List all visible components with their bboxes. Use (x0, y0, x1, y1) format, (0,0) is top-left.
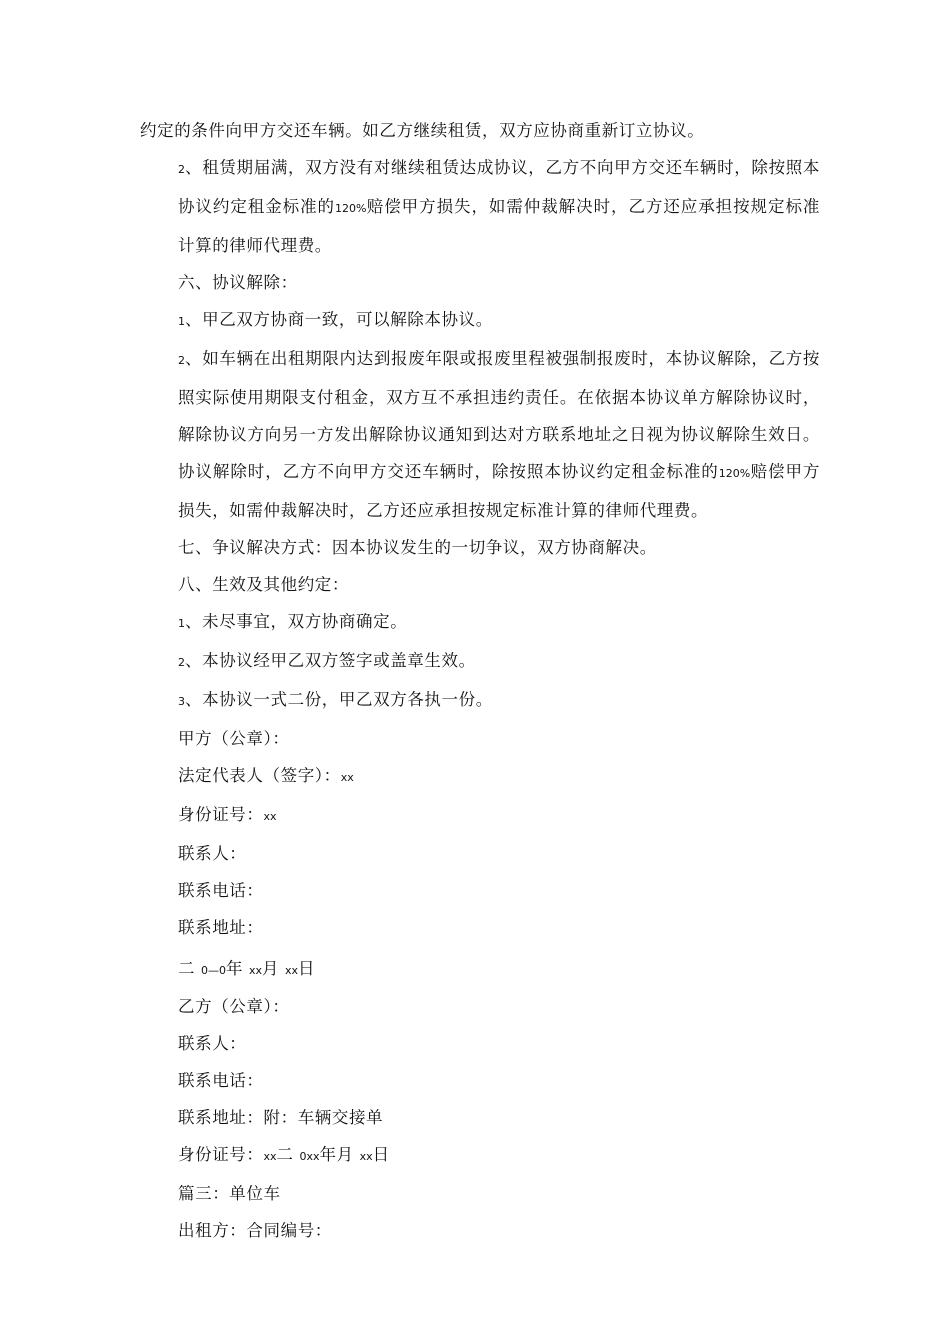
label: 身份证号： (178, 1145, 264, 1164)
party-b-phone (140, 1062, 820, 1099)
party-a-legal-rep (140, 757, 820, 796)
paragraph-signature-effect (140, 642, 820, 681)
party-b-id-and-date (140, 1136, 820, 1175)
text: 日 (372, 1145, 390, 1164)
paragraph-mutual-termination (140, 301, 820, 340)
value: xx (359, 1150, 373, 1163)
party-a-phone (140, 872, 820, 909)
value: xx (248, 964, 262, 977)
text: 日 (297, 959, 316, 978)
value: xx (284, 964, 298, 977)
value: 0xx (299, 1150, 320, 1163)
text: 赔偿甲方损失，如需仲裁解决时，乙方还应承担按规定标准计算的律师代理费。 (178, 462, 820, 520)
clause-number: 1 (178, 315, 185, 328)
text: 二 (178, 959, 196, 978)
text: 月 (261, 959, 280, 978)
value: xx (263, 1150, 277, 1163)
clause-number: 1 (178, 617, 185, 630)
party-b-address (140, 1099, 820, 1136)
value: xx (340, 771, 354, 784)
label: 身份证号： (178, 805, 264, 824)
text: 、甲乙双方协商一致，可以解除本协议。 (185, 310, 493, 329)
label: 联系电话： (178, 1071, 264, 1090)
text: 甲方（公章）： (178, 729, 290, 748)
clause-number: 3 (178, 695, 185, 708)
text: 出租方：合同编号： (178, 1221, 332, 1240)
text: 联系地址：附：车辆交接单 (178, 1108, 384, 1127)
label: 法定代表人（签字）： (178, 766, 341, 785)
text: 、如车辆在出租期限内达到报废年限或报废里程被强制报废时，本协议解除，乙方按照实际使用期限支付租金，双方互不承担违约责任。在依据本协议单方解除协议时，解除协议方向另一方发出解除协议通知到达对方联系地址之日视为协议解除生效日。协议解除时，乙方不向甲方交还车辆时，除按照本协议约定租金标准的 (178, 349, 820, 481)
party-b-seal (140, 989, 820, 1025)
text: 、本协议一式二份，甲乙双方各执一份。 (185, 690, 493, 709)
lessor-contract-number (140, 1212, 820, 1249)
text: 、租赁期届满，双方没有对继续租赁达成协议，乙方不向甲方交还车辆时，除按照本协议约定租金标准的 (178, 158, 820, 216)
text: 七、争议解决方式：因本协议发生的一切争议，双方协商解决。 (178, 538, 657, 557)
value: 0—0 (200, 964, 226, 977)
text: 乙方（公章）： (178, 997, 290, 1016)
party-a-address (140, 909, 820, 946)
party-a-seal (140, 720, 820, 757)
text: 、本协议经甲乙双方签字或盖章生效。 (185, 651, 476, 670)
party-a-contact (140, 835, 820, 872)
percentage: 120% (718, 467, 751, 480)
percentage: 120% (335, 202, 367, 215)
label: 联系地址： (178, 918, 264, 937)
section-heading-part-three (140, 1175, 820, 1212)
party-a-date (140, 950, 820, 989)
clause-number: 2 (178, 163, 185, 176)
label: 联系人： (178, 844, 247, 863)
paragraph-unresolved (140, 603, 820, 642)
text: 约定的条件向甲方交还车辆。如乙方继续租赁，双方应协商重新订立协议。 (140, 121, 705, 140)
paragraph-scrap-termination (140, 340, 820, 529)
party-b-contact (140, 1025, 820, 1062)
text: 六、协议解除： (178, 273, 298, 292)
text: 二 (276, 1145, 294, 1164)
text: 篇三：单位车 (178, 1184, 281, 1203)
label: 联系人： (178, 1034, 247, 1053)
text: 年 (225, 959, 244, 978)
paragraph-lease-expiry (140, 149, 820, 264)
value: xx (263, 810, 277, 823)
clause-number: 2 (178, 656, 185, 669)
paragraph-copies (140, 681, 820, 720)
text: 年月 (319, 1145, 354, 1164)
text: 、未尽事宜，双方协商确定。 (185, 612, 408, 631)
heading-effect (140, 566, 820, 603)
party-a-id-number (140, 796, 820, 835)
label: 联系电话： (178, 881, 264, 900)
heading-dispute (140, 529, 820, 566)
clause-number: 2 (178, 354, 185, 367)
heading-termination (140, 264, 820, 301)
text: 八、生效及其他约定： (178, 575, 349, 594)
text: 赔偿甲方损失，如需仲裁解决时，乙方还应承担按规定标准计算的律师代理费。 (178, 197, 820, 255)
paragraph-return-vehicle (140, 112, 820, 149)
contract-text (140, 112, 820, 1249)
